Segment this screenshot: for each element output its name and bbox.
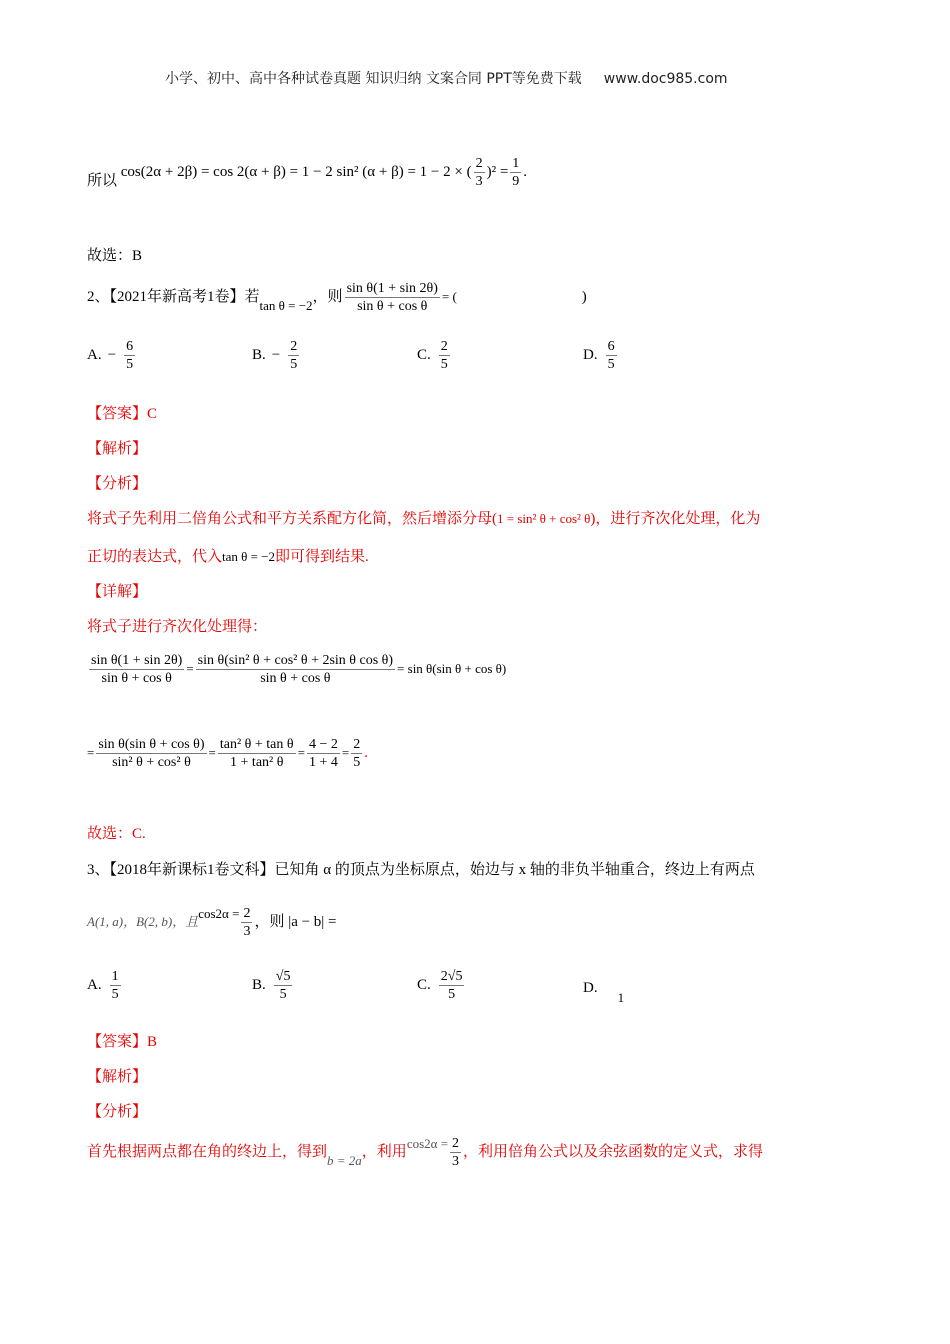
num: 6 bbox=[126, 339, 134, 354]
points: A(1, a)，B(2, b)，且 bbox=[87, 913, 199, 929]
frac bbox=[124, 338, 135, 373]
num: √5 bbox=[275, 969, 291, 984]
num: sin θ(1 + sin 2θ) bbox=[91, 653, 183, 668]
text: )，进行齐次化处理，化为 bbox=[590, 511, 761, 527]
den: 5 bbox=[111, 987, 119, 1002]
key: C. bbox=[417, 347, 431, 363]
expr-fraction bbox=[345, 280, 440, 315]
answer-label: 【答案】B bbox=[87, 1034, 158, 1050]
den: 1 + 4 bbox=[308, 755, 338, 770]
den: sin θ + cos θ bbox=[260, 671, 331, 686]
ask: ，则 |a − b| = bbox=[254, 913, 337, 930]
text: 将式子先利用二倍角公式和平方关系配方化简，然后增添分母( bbox=[87, 511, 497, 527]
key: D. bbox=[583, 980, 598, 996]
fenxi-label: 【分析】 bbox=[87, 476, 148, 492]
key: B. bbox=[252, 977, 266, 993]
text: 正切的表达式，代入 bbox=[87, 549, 223, 565]
den: 5 bbox=[126, 357, 134, 372]
analysis-line-2 bbox=[87, 545, 369, 566]
num: sin θ(sin² θ + cos² θ + 2sin θ cos θ) bbox=[197, 653, 394, 668]
frac bbox=[307, 736, 340, 771]
page-header bbox=[165, 68, 728, 88]
num: 2 bbox=[243, 906, 251, 921]
derivation-line-1: $\frac{\text{sin θ(1 + sin 2θ)}}{\text{sin θ + cos θ}}$ = $\frac{\text{sin θ(sin² θ + cos² θ + 2sin θ cos θ)}}{\text{sin θ + cos θ}}$ = sin θ(sin θ + cos θ) bbox=[91, 653, 507, 686]
eq: = ( bbox=[441, 288, 457, 304]
num: 6 bbox=[607, 339, 615, 354]
math: cos2α = bbox=[406, 1135, 449, 1151]
math: 1 = sin² θ + cos² θ bbox=[497, 511, 591, 526]
sign: − bbox=[271, 347, 281, 363]
conclusion-line bbox=[87, 155, 527, 190]
final-answer: 故选：C. bbox=[87, 826, 146, 842]
key: B. bbox=[252, 347, 266, 363]
num: 2 bbox=[440, 339, 448, 354]
frac bbox=[110, 968, 121, 1003]
value: 1 bbox=[617, 989, 625, 1005]
q3-option-a[interactable] bbox=[87, 968, 123, 1003]
q3-option-b[interactable] bbox=[252, 968, 294, 1003]
frac bbox=[89, 652, 184, 687]
key: A. bbox=[87, 977, 102, 993]
den: sin θ + cos θ bbox=[101, 671, 172, 686]
result-fraction bbox=[510, 155, 521, 190]
frac bbox=[241, 905, 252, 940]
q2-option-a[interactable] bbox=[87, 338, 137, 373]
math: tan θ = −2 bbox=[222, 549, 276, 564]
den: 5 bbox=[607, 357, 615, 372]
den: 5 bbox=[279, 987, 287, 1002]
num: 1 bbox=[512, 156, 520, 171]
num: 2√5 bbox=[440, 969, 463, 984]
text: ，利用倍角公式以及余弦函数的定义式，求得 bbox=[463, 1143, 764, 1160]
frac bbox=[218, 736, 296, 771]
fenxi-label: 【分析】 bbox=[87, 1104, 148, 1120]
formula-tail: )² = bbox=[486, 163, 509, 180]
q2-option-d[interactable] bbox=[583, 338, 619, 373]
close: ) bbox=[581, 288, 587, 305]
frac bbox=[351, 736, 362, 771]
key: C. bbox=[417, 977, 431, 993]
frac bbox=[274, 968, 293, 1003]
header-text: 小学、初中、高中各种试卷真题 知识归纳 文案合同 PPT等免费下载 bbox=[165, 71, 582, 87]
formula: cos(2α + 2β) = cos 2(α + β) = 1 − 2 sin² (α + β) = 1 − 2 × ( bbox=[120, 163, 472, 180]
num: 1 bbox=[111, 969, 119, 984]
key: A. bbox=[87, 347, 102, 363]
math: b = 2a bbox=[327, 1152, 362, 1168]
num: 4 − 2 bbox=[308, 737, 338, 752]
derivation-line-2: = $\frac{\text{sin θ(sin θ + cos θ)}}{\text{sin² θ + cos² θ}}$ = $\frac{\text{tan² θ + tan θ}}{\text{1 + tan² θ}}$ = $\frac{4 - 2}{1 + 4}$ = $\frac{2}{5}$ . bbox=[87, 737, 368, 770]
den: 3 bbox=[475, 174, 483, 189]
period: . bbox=[523, 163, 528, 180]
header-url: www.doc985.com bbox=[603, 71, 728, 87]
xiangjie-label: 【详解】 bbox=[87, 584, 148, 600]
answer-line: 故选：B bbox=[87, 248, 143, 264]
question-3-line-2 bbox=[87, 905, 337, 940]
num: 2 bbox=[452, 1136, 460, 1151]
then: ，则 bbox=[312, 288, 343, 305]
step-intro: 将式子进行齐次化处理得： bbox=[87, 619, 268, 635]
jiexi-label: 【解析】 bbox=[87, 1069, 148, 1085]
num: 2 bbox=[353, 737, 361, 752]
analysis-line-1 bbox=[87, 507, 760, 528]
q3-option-d[interactable] bbox=[583, 980, 625, 1005]
fraction bbox=[474, 155, 485, 190]
den: sin θ + cos θ bbox=[357, 299, 428, 314]
jiexi-label: 【解析】 bbox=[87, 441, 148, 457]
text: ，利用 bbox=[361, 1143, 407, 1160]
question-3: 3、【2018年新课标1卷文科】已知角 α 的顶点为坐标原点，始边与 x 轴的非负半轴重合，终边上有两点 bbox=[87, 862, 755, 878]
den: 5 bbox=[440, 357, 448, 372]
den: 5 bbox=[290, 357, 298, 372]
prefix: 所以 bbox=[87, 172, 118, 189]
q2-option-b[interactable] bbox=[252, 338, 301, 373]
q2-option-c[interactable] bbox=[417, 338, 452, 373]
frac bbox=[196, 652, 395, 687]
q3-option-c[interactable] bbox=[417, 968, 466, 1003]
text: 即可得到结果. bbox=[275, 549, 369, 565]
sign: − bbox=[107, 347, 117, 363]
key: D. bbox=[583, 347, 598, 363]
num: sin θ(sin θ + cos θ) bbox=[98, 737, 205, 752]
cos: cos2α = bbox=[198, 905, 240, 921]
den: 1 + tan² θ bbox=[230, 755, 284, 770]
num: 2 bbox=[290, 339, 298, 354]
frac bbox=[439, 338, 450, 373]
q-label: 2、【2021年新高考1卷】若 bbox=[87, 288, 260, 305]
result: = sin θ(sin θ + cos θ) bbox=[397, 660, 507, 676]
frac bbox=[606, 338, 617, 373]
den: 5 bbox=[448, 987, 456, 1002]
den: 5 bbox=[353, 755, 361, 770]
num: tan² θ + tan θ bbox=[219, 737, 294, 752]
frac bbox=[450, 1135, 461, 1170]
q3-analysis bbox=[87, 1135, 763, 1170]
den: 3 bbox=[243, 924, 251, 939]
num: 2 bbox=[475, 156, 483, 171]
frac bbox=[439, 968, 465, 1003]
num: sin θ(1 + sin 2θ) bbox=[346, 281, 438, 296]
frac bbox=[288, 338, 299, 373]
question-2 bbox=[87, 280, 587, 315]
frac bbox=[96, 736, 206, 771]
condition: tan θ = −2 bbox=[259, 297, 313, 313]
den: 9 bbox=[512, 174, 520, 189]
den: 3 bbox=[452, 1154, 460, 1169]
answer-label: 【答案】C bbox=[87, 406, 158, 422]
den: sin² θ + cos² θ bbox=[112, 755, 191, 770]
text: 首先根据两点都在角的终边上，得到 bbox=[87, 1143, 328, 1160]
